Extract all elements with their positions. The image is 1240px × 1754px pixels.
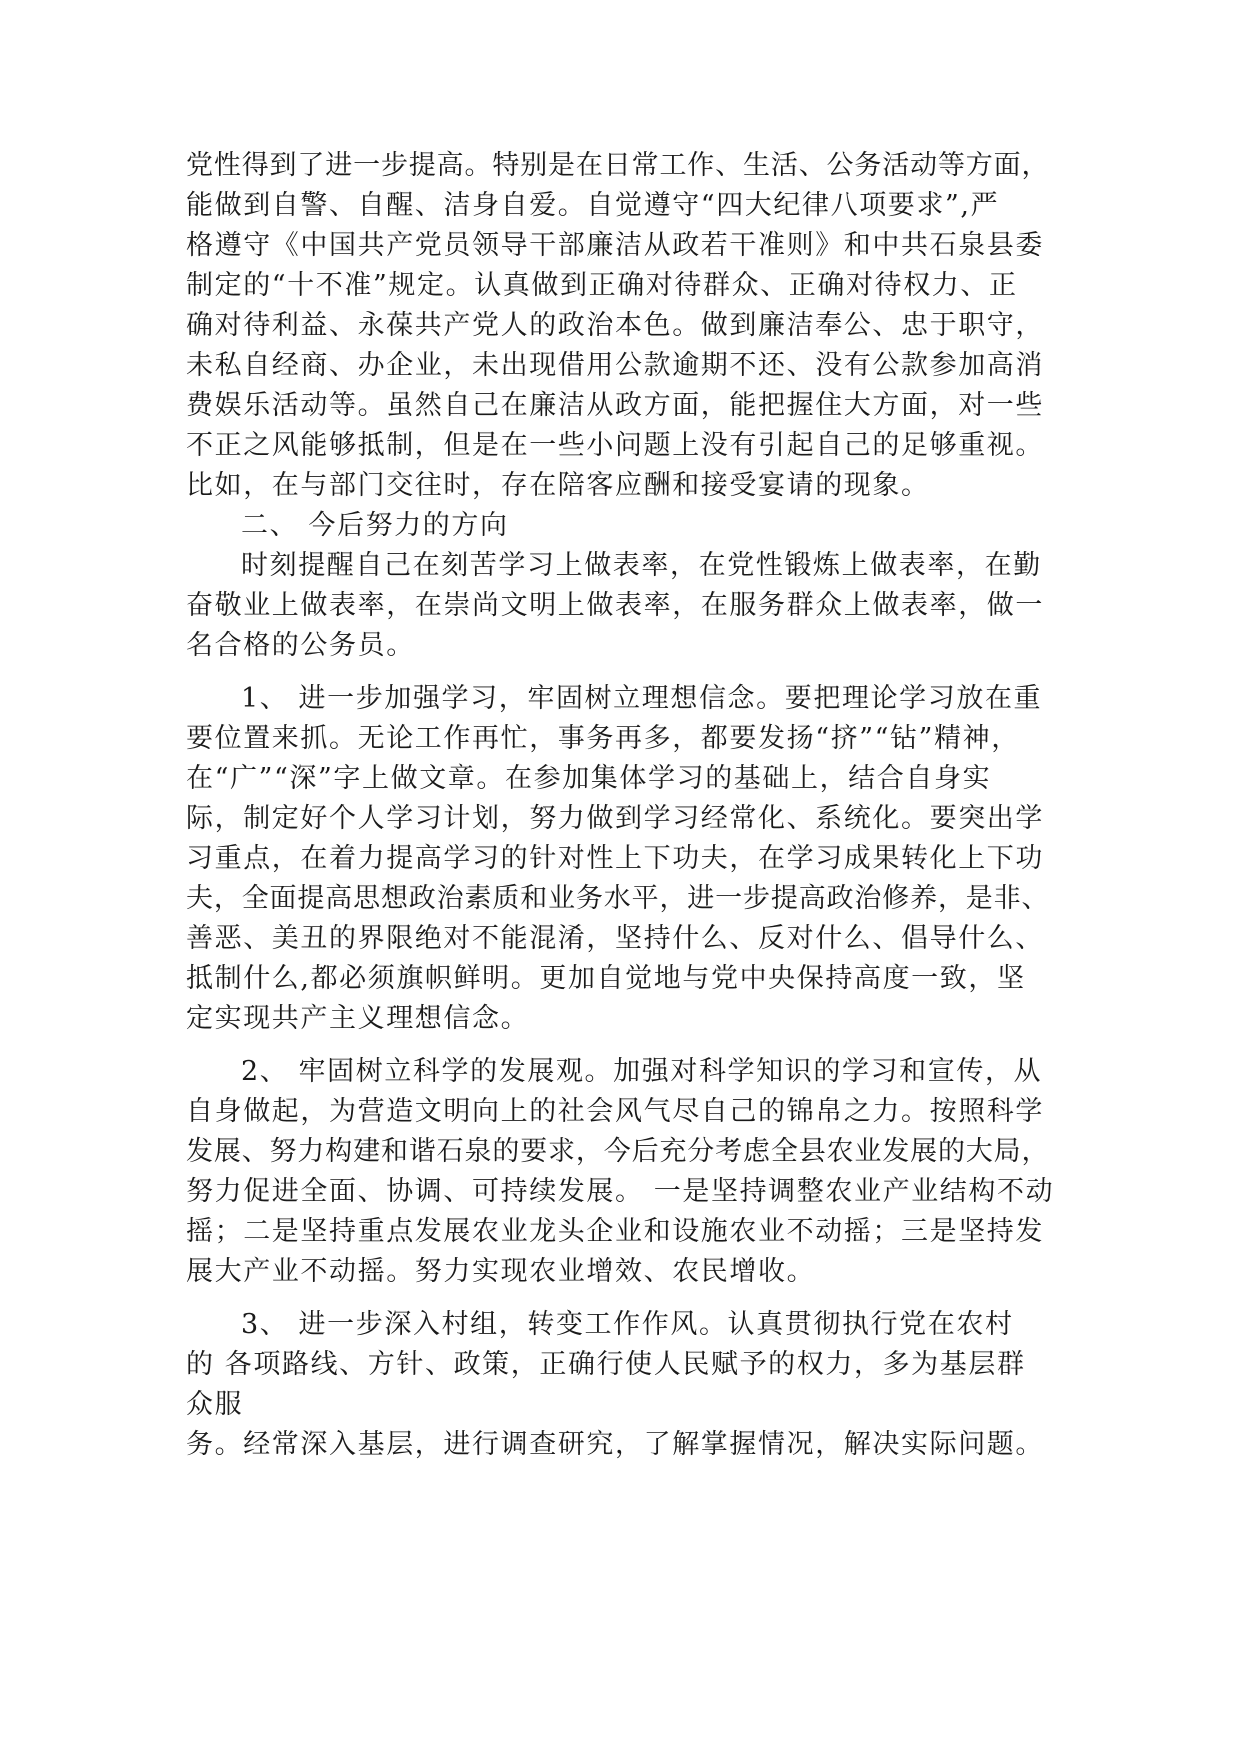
paragraph-spacer [186,1292,1056,1305]
text-line: 费娱乐活动等。虽然自己在廉洁从政方面，能把握住大方面，对一些 [186,390,1044,421]
document-body [186,146,1056,1465]
text-line: 定实现共产主义理想信念。 [186,1003,530,1034]
text-line: 3、 进一步深入村组，转变工作作风。认真贯彻执行党在农村 [241,1309,1014,1340]
paragraph-intro [186,546,1056,666]
text-line: 在“广”“深”字上做文章。在参加集体学习的基础上，结合自身实 [186,763,992,794]
paragraph-spacer [186,666,1056,679]
text-line: 众服 [186,1389,244,1420]
text-line: 党性得到了进一步提高。特别是在日常工作、生活、公务活动等方面， [186,150,1050,181]
text-line: 1、 进一步加强学习，牢固树立理想信念。要把理论学习放在重 [241,683,1043,714]
text-line: 格遵守《中国共产党员领导干部廉洁从政若干准则》和中共石泉县委 [186,230,1044,261]
text-line: 能做到自警、自醒、洁身自爱。自觉遵守“四大纪律八项要求”,严 [186,190,1000,221]
list-item-work-style [186,1305,1056,1465]
text-line: 展大产业不动摇。努力实现农业增效、农民增收。 [186,1256,816,1287]
paragraph-spacer [186,1039,1056,1052]
text-line: 奋敬业上做表率，在崇尚文明上做表率，在服务群众上做表率，做一 [186,590,1044,621]
text-line: 2、 牢固树立科学的发展观。加强对科学知识的学习和宣传，从 [241,1056,1043,1087]
text-line: 摇；二是坚持重点发展农业龙头企业和设施农业不动摇；三是坚持发 [186,1216,1044,1247]
text-line: 要位置来抓。无论工作再忙，事务再多，都要发扬“挤”“钻”精神， [186,723,1020,754]
text-line: 善恶、美丑的界限绝对不能混淆，坚持什么、反对什么、倡导什么、 [186,923,1044,954]
text-line: 比如，在与部门交往时，存在陪客应酬和接受宴请的现象。 [186,470,930,501]
text-line: 努力促进全面、协调、可持续发展。 一是坚持调整农业产业结构不动 [186,1176,1055,1207]
text-line: 制定的“十不准”规定。认真做到正确对待群众、正确对待权力、正 [186,270,1018,301]
text-line: 际，制定好个人学习计划，努力做到学习经常化、系统化。要突出学 [186,803,1044,834]
text-line: 名合格的公务员。 [186,630,415,661]
text-line: 未私自经商、办企业，未出现借用公款逾期不还、没有公款参加高消 [186,350,1044,381]
list-item-development [186,1052,1056,1292]
text-line: 不正之风能够抵制，但是在一些小问题上没有引起自己的足够重视。 [186,430,1044,461]
text-line: 夫，全面提高思想政治素质和业务水平，进一步提高政治修养，是非、 [186,883,1050,914]
list-item-study [186,679,1056,1039]
text-line: 的 各项路线、方针、政策，正确行使人民赋予的权力，多为基层群 [186,1349,1026,1380]
paragraph-conduct-review [186,146,1056,506]
text-line: 时刻提醒自己在刻苦学习上做表率，在党性锻炼上做表率，在勤 [241,550,1042,581]
text-line: 务。经常深入基层，进行调查研究，了解掌握情况，解决实际问题。 [186,1429,1044,1460]
text-line: 抵制什么,都必须旗帜鲜明。更加自觉地与党中央保持高度一致，坚 [186,963,1026,994]
text-line: 习重点，在着力提高学习的针对性上下功夫，在学习成果转化上下功 [186,843,1044,874]
section-heading: 二、 今后努力的方向 [241,510,509,541]
text-line: 发展、努力构建和谐石泉的要求，今后充分考虑全县农业发展的大局， [186,1136,1050,1167]
text-line: 确对待利益、永葆共产党人的政治本色。做到廉洁奉公、忠于职守， [186,310,1044,341]
text-line: 自身做起，为营造文明向上的社会风气尽自己的锦帛之力。按照科学 [186,1096,1044,1127]
